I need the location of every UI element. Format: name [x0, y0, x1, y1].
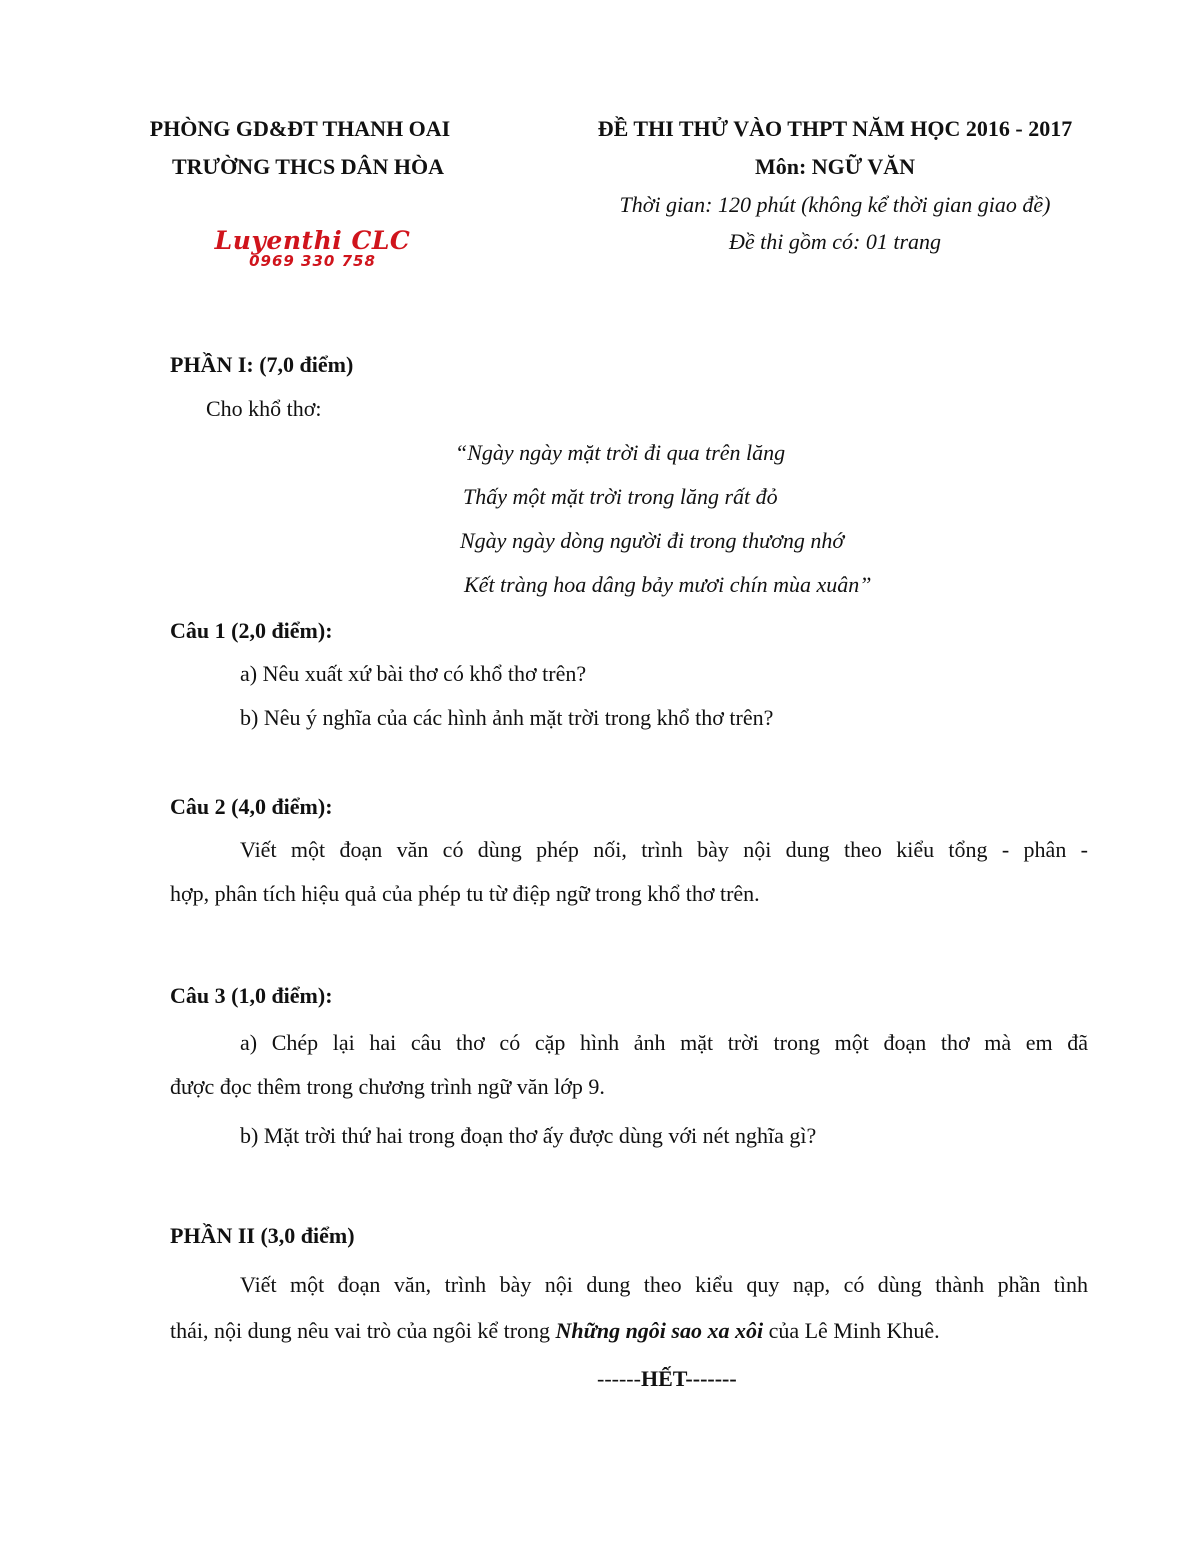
- story-title: Những ngôi sao xa xôi: [555, 1318, 764, 1343]
- q1-a: a) Nêu xuất xứ bài thơ có khổ thơ trên?: [240, 661, 587, 686]
- pages-note: Đề thi gồm có: 01 trang: [728, 229, 942, 254]
- logo-name: Luyenthi CLC: [214, 226, 411, 255]
- q3-heading: Câu 3 (1,0 điểm):: [170, 983, 333, 1008]
- q2-heading: Câu 2 (4,0 điểm):: [170, 794, 333, 819]
- part2-line-1: Viết một đoạn văn, trình bày nội dung theo kiểu quy nạp, có dùng thành phần tình: [240, 1272, 1088, 1297]
- poem-line-3: Ngày ngày dòng người đi trong thương nhớ: [460, 528, 845, 553]
- poem-line-1: “Ngày ngày mặt trời đi qua trên lăng: [455, 440, 786, 465]
- poem-line-4: Kết tràng hoa dâng bảy mươi chín mùa xuân”: [464, 572, 872, 597]
- q2-line-1: Viết một đoạn văn có dùng phép nối, trình bày nội dung theo kiểu tổng - phân -: [240, 837, 1088, 862]
- end-mark: [597, 1366, 737, 1392]
- exam-title: ĐỀ THI THỬ VÀO THPT NĂM HỌC 2016 - 2017: [597, 116, 1073, 141]
- q3-b: b) Mặt trời thứ hai trong đoạn thơ ấy được dùng với nét nghĩa gì?: [240, 1123, 817, 1148]
- q3-a-line-1: a) Chép lại hai câu thơ có cặp hình ảnh mặt trời trong một đoạn thơ mà em đã: [240, 1030, 1088, 1055]
- time-note: Thời gian: 120 phút (không kể thời gian giao đề): [619, 192, 1051, 217]
- q1-heading: Câu 1 (2,0 điểm):: [170, 618, 333, 643]
- department-name: PHÒNG GD&ĐT THANH OAI: [149, 116, 451, 141]
- part1-heading: PHẦN I: (7,0 điểm): [170, 352, 354, 377]
- subject-label: Môn: NGỮ VĂN: [754, 154, 916, 179]
- part1-intro: Cho khổ thơ:: [206, 396, 322, 421]
- q1-b: b) Nêu ý nghĩa của các hình ảnh mặt trời trong khổ thơ trên?: [240, 705, 774, 730]
- school-name: TRƯỜNG THCS DÂN HÒA: [172, 154, 444, 179]
- part2-line-2: [170, 1318, 940, 1344]
- q3-a-line-2: được đọc thêm trong chương trình ngữ văn lớp 9.: [170, 1074, 605, 1099]
- part2-line-2-post: của Lê Minh Khuê.: [763, 1318, 940, 1343]
- end-dashes-right: -------: [685, 1366, 737, 1391]
- logo: [195, 222, 430, 274]
- q2-line-2: hợp, phân tích hiệu quả của phép tu từ điệp ngữ trong khổ thơ trên.: [170, 881, 760, 906]
- end-dashes-left: ------: [597, 1366, 641, 1391]
- part2-heading: PHẦN II (3,0 điểm): [170, 1223, 355, 1248]
- poem-line-2: Thấy một mặt trời trong lăng rất đỏ: [463, 484, 778, 509]
- logo-phone: 0969 330 758: [249, 252, 376, 270]
- part2-line-2-pre: thái, nội dung nêu vai trò của ngôi kể trong: [170, 1318, 556, 1343]
- end-word: HẾT: [640, 1366, 686, 1391]
